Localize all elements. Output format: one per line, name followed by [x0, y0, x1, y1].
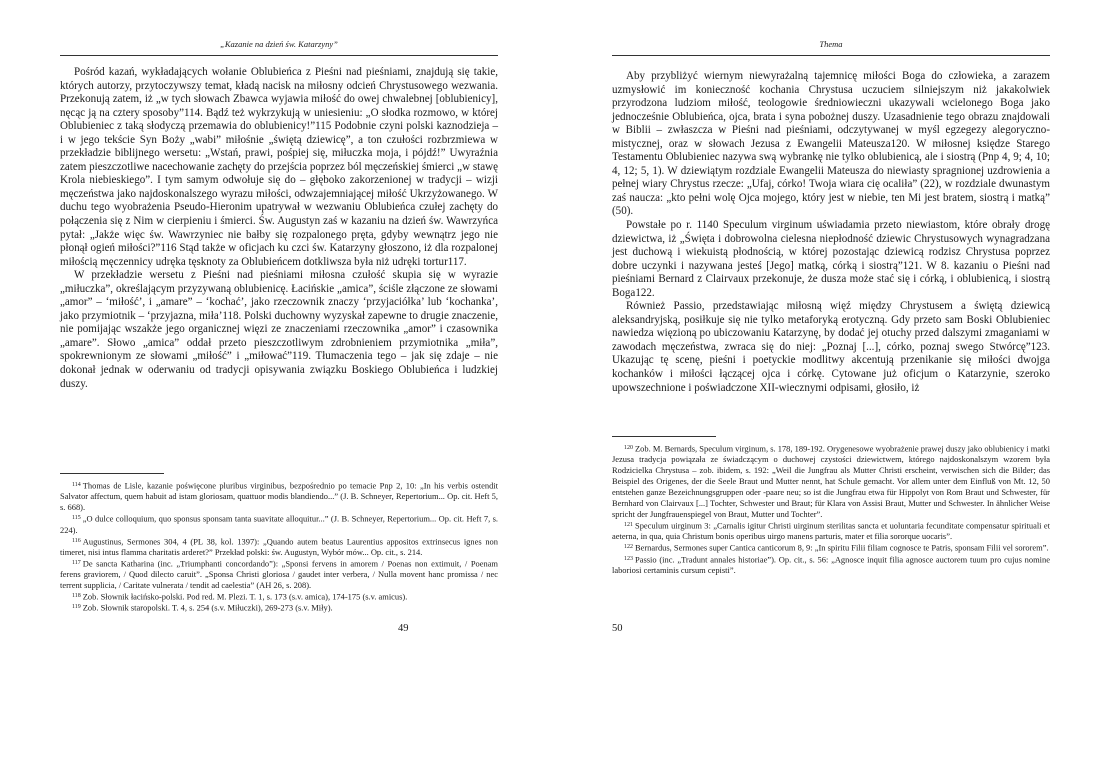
footnote-number: 115 [72, 515, 81, 522]
footnote [60, 536, 498, 558]
header-rule-left [60, 55, 498, 56]
footnote-text: Thomas de Lisle, kazanie poświęcone pluribus virginibus, bezpośrednio po temacie Pnp 2, 10: „In his verbis ostendit Salvator affectum, quem habuit ad istam gloriosam, quattuor modis blandiendo...” (J. B. Schneyer, Repertorium... Op. cit. Heft 5, s. 668). [60, 480, 498, 513]
footnote [612, 443, 1050, 520]
running-head-left: „Kazanie na dzień św. Katarzyny” [220, 39, 338, 49]
footnote [612, 542, 1050, 553]
left-page [60, 0, 498, 777]
footnote [60, 513, 498, 535]
footnotes-right [612, 443, 1050, 576]
footnote-number: 121 [624, 521, 633, 528]
header-rule-right [612, 55, 1050, 56]
footnote-text: „O dulce colloquium, quo sponsus sponsam tanta suavitate alloquitur...” (J. B. Schneyer, Repertorium... Op. cit. Heft 7, s. 224). [60, 513, 498, 535]
footnote-text: Zob. Słownik łacińsko-polski. Pod red. M. Plezi. T. 1, s. 173 (s.v. amica), 174-175 (s.v. amicus). [82, 591, 408, 602]
body-text-left [60, 66, 498, 391]
footnote-number: 114 [72, 482, 81, 488]
footnote-text: De sancta Katharina (inc. „Triumphanti concordando”): „Sponsi fervens in amorem / Poenas non extimuit, / Poenam ferens graviorem, / Quod dilecto caruit”. „Sponsa Christi gloriosa / gaudet inter verbera, / Nulla movent hanc promissa / nec terrent supplicia, / Caritate vulnerata / tendit ad caelestia” (AH 26, s. 208). [60, 558, 498, 591]
footnote-text: Zob. M. Bernards, Speculum virginum, s. 178, 189-192. Orygenesowe wyobrażenie prawej duszy jako oblubienicy i matki Jezusa tradycja powiązała ze świadczącym o duchowej czystości dziewictwem, którego najdoskonalszym wzorem była Rodzicielka Chrystusa – zob. ibidem, s. 192: „Weil die Jungfrau als Mutter Christi erscheint, verwischen sich die Bilder; das Beispiel des Origenes, der die Seele Braut und Mutter nennt, hat Schule gemacht. Vor allem unter dem Einfluß von Mt. 12, 50 entstehen ganze Bezeichnungsgruppen oder -paare neu; so ist die Jungfrau etwa für Hippolyt von Rom Braut und Schwester, für Bernhard von Clairvaux [...] Tochter, Schwester und Braut; für Klara von Assisi Braut, Mutter und Schwester. In ähnlicher Weise spricht der Jungfrauenspiegel von Braut, Mutter und Tochter”. [612, 443, 1050, 519]
footnote [60, 558, 498, 591]
footnote [60, 602, 498, 613]
footnote-number: 119 [72, 604, 81, 611]
body-text-right [612, 70, 1050, 395]
footnote [60, 591, 498, 602]
footnote-text: Bernardus, Sermones super Cantica canticorum 8, 9: „In spiritu Filii filiam cognosce te Patris, sponsam Filii vel sororem”. [635, 542, 1049, 553]
page-number-right: 50 [612, 623, 623, 634]
page-number-left: 49 [398, 623, 409, 634]
footnote-text: Zob. Słownik staropolski. T. 4, s. 254 (s.v. Miłuczki), 269-273 (s.v. Miły). [82, 602, 333, 613]
footnote-rule-right [612, 436, 716, 437]
running-head-right: Thema [819, 39, 843, 49]
paragraph: Pośród kazań, wykładających wołanie Oblubieńca z Pieśni nad pieśniami, znajdują się takie, których autorzy, przytoczywszy temat, kładą nacisk na miłosny odcień Chrystusowego wezwania. Przekonują zatem, iż „w tych słowach Zbawca wyjawia miłość do owej chwalebnej [oblubienicy], nęcąc ją na cztery sposoby”114. Bądź też wykrzykują w uniesieniu: „O słodka rozmowo, w której Oblubieniec z taką słodyczą przemawia do oblubienicy!”115 Podobnie czyni polski kaznodzieja – i w jego tekście Syn Boży „wabi” miłośnie „świętą dziewicę”, a ton czułości rozbrzmiewa w przekładzie biblijnego wersetu: „Wstań, prawi, pośpiej się, miłuczka moja, i pójdź!” Uwyraźnia zatem pieszczotliwe nacechowanie zachęty do przejścia poprzez ból męczeńskiej śmierci „w stawę Krola niebieskiego”. I tym samym odwołuje się do – głęboko zakorzenionej w tradycji – wizji męczeństwa jako najdoskonalszego wyrazu miłości, odwzajemniającej miłość Ukrzyżowanego. W duchu tego wyobrażenia Pseudo-Hieronim upatrywał w wezwaniu Oblubieńca czułej zachęty do połączenia się z Nim w cierpieniu i śmierci. Św. Augustyn zaś w kazaniu na dzień św. Wawrzyńca pytał: „Jakże więc św. Wawrzyniec nie bałby się rozpalonego pręta, gdyby wewnątrz jego nie płonął ogień miłości?”116 Stąd także w oficjach ku czci św. Katarzyny głoszono, iż dla rozpalonej miłością męczennicy udręka tęsknoty za Oblubieńcem dotkliwsza była niż udręki tortur117. [60, 66, 498, 268]
footnote [612, 520, 1050, 542]
paragraph: Również Passio, przedstawiając miłosną więź między Chrystusem a świętą dziewicą aleksandryjską, posiłkuje się nie tylko metaforyką erotyczną. Gdy przeto sam Boski Oblubieniec nawiedza więzioną po ubiczowaniu Katarzynę, by dodać jej otuchy przed dalszymi zmaganiami w zawodach męczeństwa, zwraca się do niej: „Poznaj [...], córko, poznaj swego Stwórcę”123. Ukazując tę scenę, pieśni i poetyckie modlitwy akcentują przenikanie się miłości dwojga kochanków i miłości łączącej ojca i córkę. Cytowane już oficjum o Katarzynie, szeroko upowszechnione i poświadczone XII-wiecznymi odpisami, głosiło, iż [612, 300, 1050, 394]
footnote-number: 122 [624, 544, 633, 551]
right-page [612, 0, 1050, 777]
footnote-number: 118 [72, 593, 81, 600]
paragraph: Powstałe po r. 1140 Speculum virginum uświadamia przeto niewiastom, które obrały drogę dziewictwa, iż „Święta i dobrowolna cielesna niepłodność dziewic Chrystusowych wynagradzana jest duchową i wiekuistą płodnością, w której pozostając dziewicą rodzisz Chrystusa poprzez dobre uczynki i nazywana jesteś [Jego] matką, córką i siostrą”121. W 8. kazaniu o Pieśni nad pieśniami Bernard z Clairvaux przekonuje, że dusza może stać się i córką, i oblubienicą, i siostrą Boga122. [612, 219, 1050, 299]
footnotes-left [60, 480, 498, 614]
footnote [612, 554, 1050, 576]
footnote-text: Speculum uirginum 3: „Carnalis igitur Christi uirginum sterilitas sancta et uoluntaria fecunditate compensatur spirituali et aeterna, in qua, quia Christum bonis operibus uirgo manens parturis, mater et filia sororque uocaris”. [612, 520, 1050, 542]
footnote [60, 480, 498, 513]
footnote-number: 123 [624, 555, 633, 562]
paragraph: Aby przybliżyć wiernym niewyrażalną tajemnicę miłości Boga do człowieka, a zarazem uzmysłowić im konieczność kochania Chrystusa uczuciem silniejszym niż jakakolwiek przyrodzona ludziom miłość, teologowie średniowieczni ukazywali wcielonego Boga jako jednocześnie Oblubieńca, ojca, brata i syna pobożnej duszy. Uzasadnienie tego obrazu znajdowali w Biblii – zwłaszcza w Pieśni nad pieśniami, odczytywanej w myśl egzegezy alegoryczno-mistycznej, oraz w słowach Jezusa z Ewangelii Mateusza120. W miłosnej księdze Starego Testamentu Oblubieniec nazywa swą wybrankę nie tylko oblubienicą, ale i siostrą (Pnp 4, 9; 4, 10; 4, 12; 5, 1). W dziewiątym rozdziale Ewangelii Mateusza do niewiasty spragnionej uzdrowienia a pełnej wiary Chrystus rzecze: „Ufaj, córko! Twoja wiara cię ocaliła” (22), w rozdziale dwunastym zaś naucza: „kto pełni wolę Ojca mojego, który jest w niebie, ten Mi jest bratem, siostrą i matką” (50). [612, 70, 1050, 218]
footnote-rule-left [60, 473, 164, 474]
footnote-text: Passio (inc. „Tradunt annales historiae”). Op. cit., s. 56: „Agnosce inquit filia agnosce auctorem tuum pro cujus nomine laboriosi certaminis cursum cepisti”. [612, 554, 1050, 575]
footnote-text: Augustinus, Sermones 304, 4 (PL 38, kol. 1397): „Quando autem beatus Laurentius appositos extrinsecus ignes non timeret, nisi intus flamma charitatis arderet?” Przekład polski: św. Augustyn, Wybór mów... Op. cit., s. 214. [60, 536, 498, 557]
footnote-number: 117 [72, 559, 81, 566]
footnote-number: 116 [72, 537, 81, 544]
paragraph: W przekładzie wersetu z Pieśni nad pieśniami miłosna czułość skupia się w wyrazie „miłuczka”, określającym przyzywaną oblubienicę. Łacińskie „amica”, ściśle złączone ze słowami „amor” – ‘miłość’, i „amare” – ‘kochać’, jako rzeczownik znaczy ‘przyjaciółka’ lub ‘kochanka’, jako przymiotnik – ‘przyjazna, miła’118. Polski duchowny wyzyskał zapewne to drugie znaczenie, nie pomijając wszakże jego organicznej więzi ze znaczeniami rzeczownika „amor” i czasownika „amare”. Słowo „amica” oddał przeto pieszczotliwym zdrobnieniem przymiotnika „miła”, spokrewnionym ze słowami „miłość” i „miłować”119. Tłumaczenia tego – jak się zdaje – nie dokonał jednak w oderwaniu od tradycji opisywania związku Boskiego Oblubieńca i ludzkiej duszy. [60, 269, 498, 390]
footnote-number: 120 [624, 445, 633, 451]
